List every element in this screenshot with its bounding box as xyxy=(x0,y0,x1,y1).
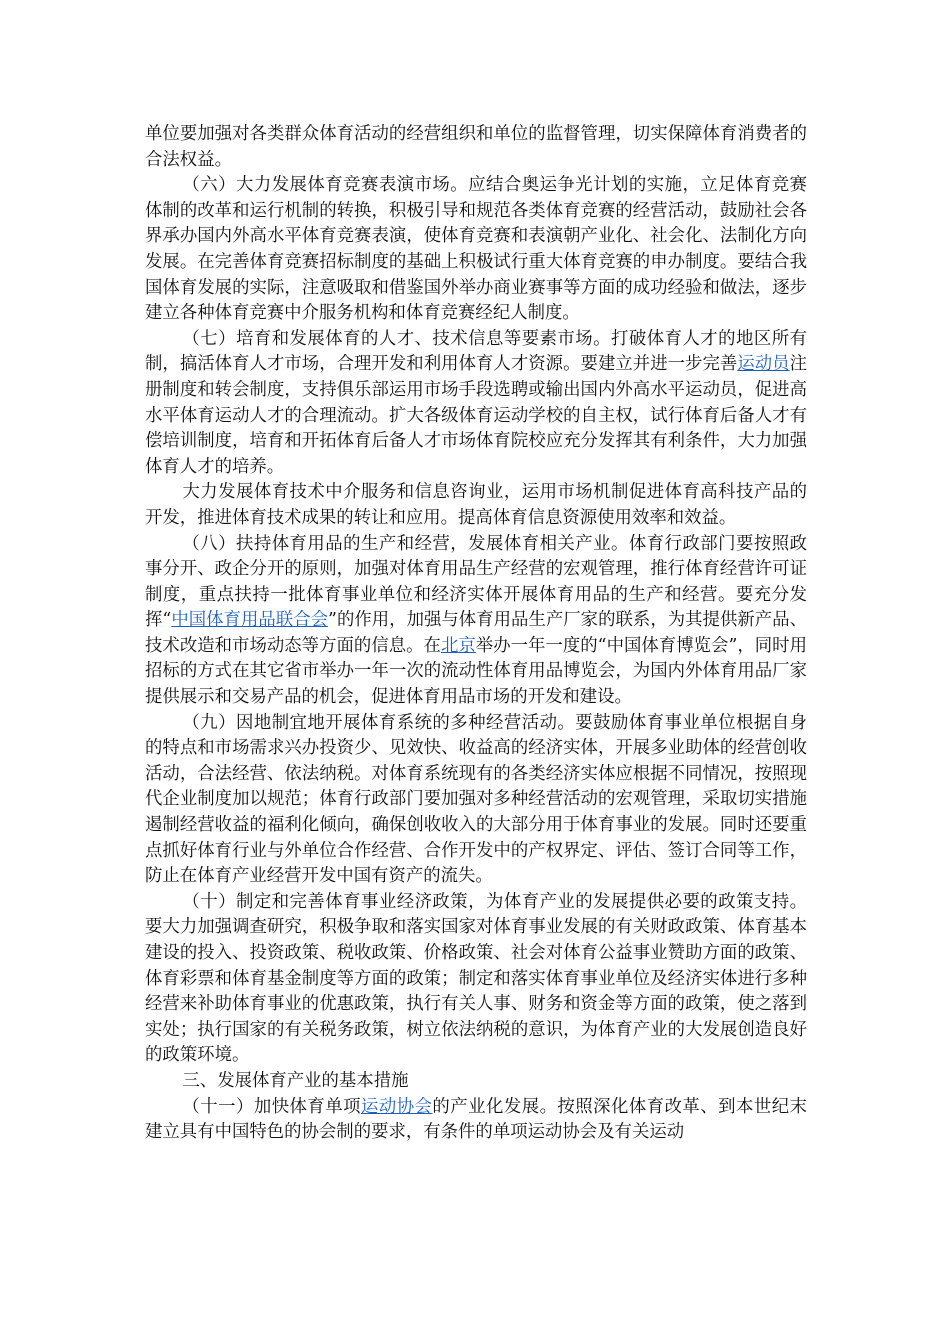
paragraph xyxy=(145,1069,807,1095)
paragraph-text: （七）培育和发展体育的人才、技术信息等要素市场。打破体育人才的地区所有制，搞活体育人才市场，合理开发和利用体育人才资源。要建立并进一步完善 xyxy=(145,328,807,375)
paragraph-text: 大力发展体育技术中介服务和信息咨询业，运用市场机制促进体育高科技产品的开发，推进体育技术成果的转让和应用。提高体育信息资源使用效率和效益。 xyxy=(145,482,807,528)
paragraph-text: ”的作用，加强与体育用品生产厂家的联系，为其提供新产品、技术改造和市场动态等方面的信息。在 xyxy=(145,610,807,656)
paragraph xyxy=(145,122,807,173)
hyperlink[interactable]: 中国体育用品联合会 xyxy=(171,610,329,631)
paragraph-text: 注册制度和转会制度，支持俱乐部运用市场手段选聘或输出国内外高水平运动员，促进高水平体育运动人才的合理流动。扩大各级体育运动学校的自主权，试行体育后备人才有偿培训制度，培育和开拓体育后备人才市场体育院校应充分发挥其有利条件，大力加强体育人才的培养。 xyxy=(145,354,807,477)
paragraph-text: （九）因地制宜地开展体育系统的多种经营活动。要鼓励体育事业单位根据自身的特点和市场需求兴办投资少、见效快、收益高的经济实体，开展多业助体的经营创收活动，合法经营、依法纳税。对体育系统现有的各类经济实体应根据不同情况，按照现代企业制度加以规范；体育行政部门要加强对多种经营活动的宏观管理，采取切实措施遏制经营收益的福利化倾向，确保创收收入的大部分用于体育事业的发展。同时还要重点抓好体育行业与外单位合作经营、合作开发中的产权界定、评估、签订合同等工作，防止在体育产业经营开发中国有资产的流失。 xyxy=(145,712,807,887)
paragraph-text: 单位要加强对各类群众体育活动的经营组织和单位的监督管理，切实保障体育消费者的合法权益。 xyxy=(145,124,807,170)
paragraph xyxy=(145,480,807,531)
paragraph-text: （十一）加快体育单项 xyxy=(182,1096,361,1117)
hyperlink[interactable]: 北京 xyxy=(440,635,476,656)
hyperlink[interactable]: 运动员 xyxy=(737,354,790,375)
paragraph-text: （六）大力发展体育竞赛表演市场。应结合奥运争光计划的实施，立足体育竞赛体制的改革和运行机制的转换，积极引导和规范各类体育竞赛的经营活动，鼓励社会各界承办国内外高水平体育竞赛表演，使体育竞赛和表演朝产业化、社会化、法制化方向发展。在完善体育竞赛招标制度的基础上积极试行重大体育竞赛的申办制度。要结合我国体育发展的实际，注意吸取和借鉴国外举办商业赛事等方面的成功经验和做法，逐步建立各种体育竞赛中介服务机构和体育竞赛经纪人制度。 xyxy=(145,175,807,324)
paragraph xyxy=(145,532,807,711)
document-body xyxy=(145,122,807,1146)
paragraph-text: 举办一年一度的“中国体育博览会”，同时用招标的方式在其它省市举办一年一次的流动性体育用品博览会，为国内外体育用品厂家提供展示和交易产品的机会，促进体育用品市场的开发和建设。 xyxy=(145,635,807,708)
paragraph xyxy=(145,327,807,481)
paragraph-text: 的产业化发展。按照深化体育改革、到本世纪末建立具有中国特色的协会制的要求，有条件的单项运动协会及有关运动 xyxy=(145,1096,807,1143)
paragraph-text: 三、发展体育产业的基本措施 xyxy=(182,1070,409,1091)
paragraph-text: （十）制定和完善体育事业经济政策，为体育产业的发展提供必要的政策支持。要大力加强调查研究，积极争取和落实国家对体育事业发展的有关财政政策、体育基本建设的投入、投资政策、税收政策、价格政策、社会对体育公益事业赞助方面的政策、体育彩票和体育基金制度等方面的政策；制定和落实体育事业单位及经济实体进行多种经营来补助体育事业的优惠政策，执行有关人事、财务和资金等方面的政策，使之落到实处；执行国家的有关税务政策，树立依法纳税的意识，为体育产业的大发展创造良好的政策环境。 xyxy=(145,891,807,1066)
paragraph xyxy=(145,1095,807,1146)
paragraph-text: （八）扶持体育用品的生产和经营，发展体育相关产业。体育行政部门要按照政事分开、政企分开的原则，加强对体育用品生产经营的宏观管理，推行体育经营许可证制度，重点扶持一批体育事业单位和经济实体开展体育用品的生产和经营。要充分发挥“ xyxy=(145,533,807,631)
paragraph xyxy=(145,711,807,890)
hyperlink[interactable]: 运动协会 xyxy=(360,1096,433,1117)
paragraph xyxy=(145,890,807,1069)
paragraph xyxy=(145,173,807,327)
